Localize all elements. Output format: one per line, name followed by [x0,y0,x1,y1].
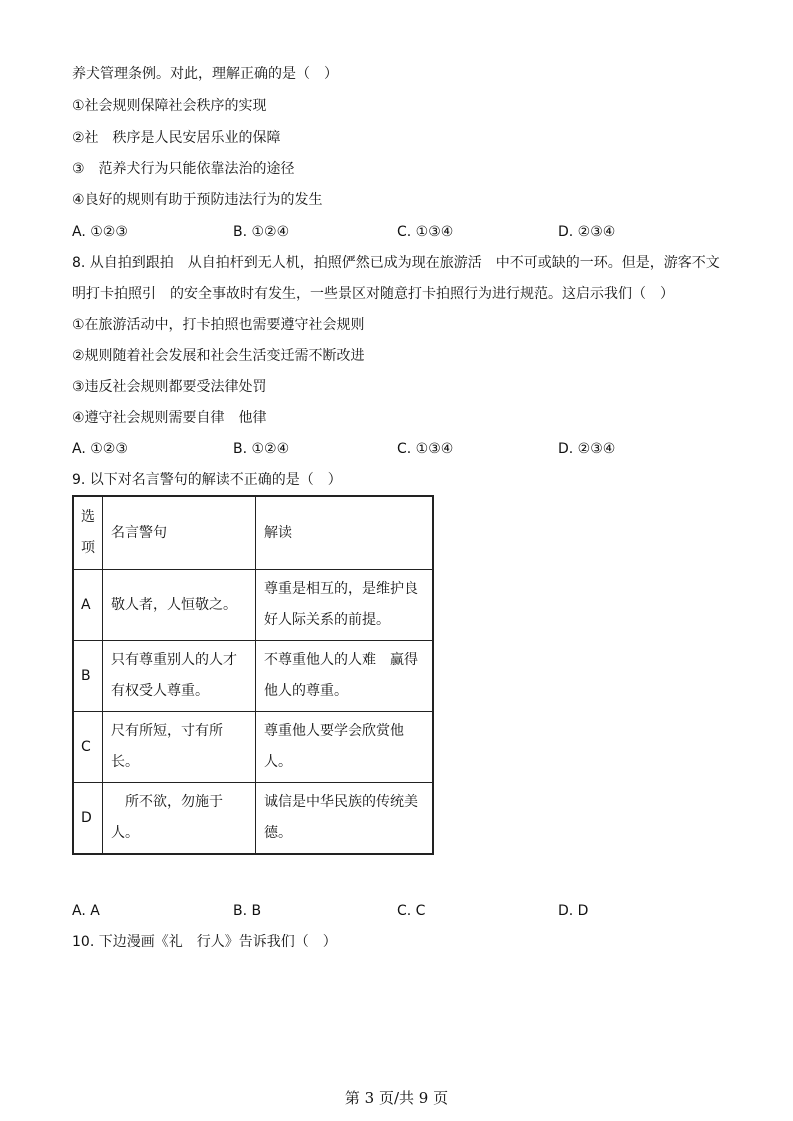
q7-option-a[interactable]: A. ①②③ [72,224,128,240]
q8-stem-line-2: 明打卡拍照引 的安全事故时有发生，一些景区对随意打卡拍照行为进行规范。这启示我们（ ） [72,286,674,302]
q7-statement-4: ④良好的规则有助于预防违法行为的发生 [72,192,323,208]
header-option-cell [73,496,103,570]
row-quote-line: 只有尊重别人的人才 [111,652,237,668]
row-quote-line: 有权受人尊重。 [111,683,209,699]
q8-statement-2: ②规则随着社会发展和社会生活变迁需不断改进 [72,348,365,364]
q8-option-b[interactable]: B. ①②④ [233,441,290,457]
table-row [73,641,433,712]
q10-stem: 10. 下边漫画《礼 行人》告诉我们（ ） [72,934,337,950]
table-row [73,783,433,855]
row-label: D [73,783,103,855]
q9-option-a[interactable]: A. A [72,903,100,919]
quotes-table [72,495,434,855]
row-interpretation [256,712,434,783]
row-label: A [73,570,103,641]
q7-option-d[interactable]: D. ②③④ [558,224,616,240]
q9-option-c[interactable]: C. C [397,903,426,919]
row-quote [103,641,256,712]
row-interpretation-line: 好人际关系的前提。 [264,612,390,628]
row-quote [103,712,256,783]
row-quote [103,570,256,641]
q7-option-b[interactable]: B. ①②④ [233,224,290,240]
q8-statement-3: ③违反社会规则都要受法律处罚 [72,379,267,395]
table-header-row [73,496,433,570]
row-interpretation-line: 尊重是相互的，是维护良 [264,581,418,597]
q7-statement-2: ②社 秩序是人民安居乐业的保障 [72,130,281,146]
q8-option-a[interactable]: A. ①②③ [72,441,128,457]
q9-option-b[interactable]: B. B [233,903,262,919]
row-interpretation-line: 人。 [264,754,292,770]
row-label: C [73,712,103,783]
row-interpretation [256,783,434,855]
row-interpretation-line: 不尊重他人的人难 赢得 [264,652,418,668]
q8-option-d[interactable]: D. ②③④ [558,441,616,457]
page-footer: 第 3 页/共 9 页 [344,1089,449,1107]
row-quote-line: 所不欲，勿施于 [111,794,223,810]
row-interpretation [256,641,434,712]
row-quote [103,783,256,855]
row-quote-line: 长。 [111,754,139,770]
q9-stem: 9. 以下对名言警句的解读不正确的是（ ） [72,472,342,488]
header-option-char-2: 项 [81,540,95,556]
row-interpretation-line: 尊重他人要学会欣赏他 [264,723,404,739]
q7-option-c[interactable]: C. ①③④ [397,224,454,240]
q8-statement-4: ④遵守社会规则需要自律 他律 [72,410,267,426]
q7-stem-tail: 养犬管理条例。对此，理解正确的是（ ） [72,66,338,82]
row-quote-line: 人。 [111,825,139,841]
header-quote-cell: 名言警句 [103,496,256,570]
table-row [73,570,433,641]
q8-stem-line-1: 8. 从自拍到跟拍 从自拍杆到无人机，拍照俨然已成为现在旅游活 中不可或缺的一环。但是，游客不文 [72,255,720,271]
row-interpretation-line: 诚信是中华民族的传统美 [264,794,418,810]
header-option-char-1: 选 [81,509,95,525]
row-interpretation [256,570,434,641]
row-label: B [73,641,103,712]
q8-option-c[interactable]: C. ①③④ [397,441,454,457]
table-row [73,712,433,783]
row-interpretation-line: 德。 [264,825,292,841]
q8-statement-1: ①在旅游活动中，打卡拍照也需要遵守社会规则 [72,317,365,333]
q9-option-d[interactable]: D. D [558,903,589,919]
row-interpretation-line: 他人的尊重。 [264,683,348,699]
row-quote-line: 尺有所短，寸有所 [111,723,223,739]
q7-statement-1: ①社会规则保障社会秩序的实现 [72,98,267,114]
row-quote-line: 敬人者，人恒敬之。 [111,596,237,613]
header-interpretation-cell: 解读 [256,496,434,570]
q7-statement-3: ③ 范养犬行为只能依靠法治的途径 [72,161,295,177]
